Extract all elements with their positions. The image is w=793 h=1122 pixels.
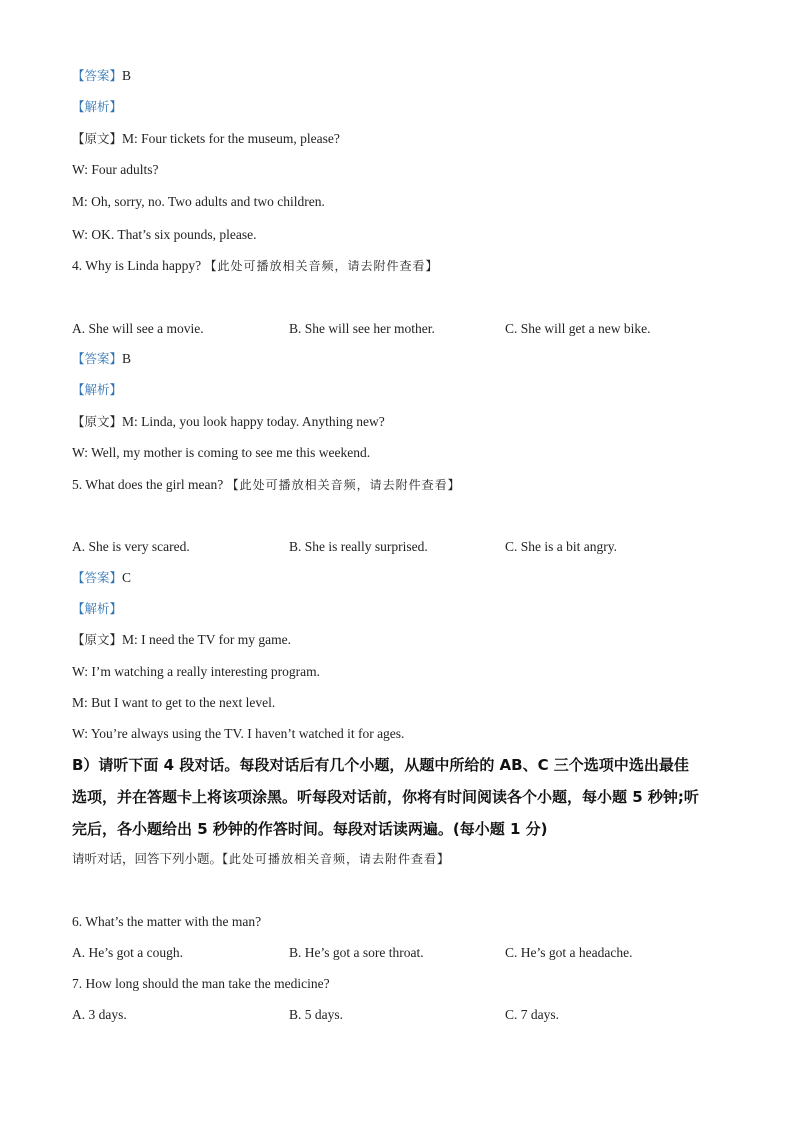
answer-value: B xyxy=(122,68,132,83)
q4-analysis-label: 【解析】 xyxy=(72,382,123,397)
q6-question: 6. What’s the matter with the man? xyxy=(72,914,262,929)
section-b-instruction: 选项，并在答题卡上将该项涂黑。听每段对话前，你将有时间阅读各个小题，每小题 5 秒钟;听 xyxy=(72,788,699,806)
q7-option-c: C. 7 days. xyxy=(505,1007,559,1022)
q4-option-a: A. She will see a movie. xyxy=(72,321,204,336)
q3-transcript-line: M: Oh, sorry, no. Two adults and two children. xyxy=(72,194,325,209)
q5-answer xyxy=(72,569,131,587)
q3-transcript-line xyxy=(72,130,340,148)
q5-transcript-line: W: I’m watching a really interesting program. xyxy=(72,664,321,679)
q5-transcript-line xyxy=(72,631,291,649)
q5-analysis-label: 【解析】 xyxy=(72,601,123,616)
q7-option-b: B. 5 days. xyxy=(289,1007,343,1022)
answer-value: C xyxy=(122,570,132,585)
question-text: 5. What does the girl mean? xyxy=(72,477,224,492)
section-b-prompt xyxy=(72,850,450,868)
q5-option-a: A. She is very scared. xyxy=(72,539,190,554)
answer-value: B xyxy=(122,351,132,366)
transcript-text: M: Linda, you look happy today. Anything new? xyxy=(122,414,385,429)
audio-note: 【此处可播放相关音频，请去附件查看】 xyxy=(226,478,461,492)
transcript-text: M: I need the TV for my game. xyxy=(122,632,291,647)
section-b-instruction: 完后，各小题给出 5 秒钟的作答时间。每段对话读两遍。(每小题 1 分) xyxy=(72,820,548,838)
question-text: 4. Why is Linda happy? xyxy=(72,258,202,273)
q5-transcript-line: W: You’re always using the TV. I haven’t watched it for ages. xyxy=(72,726,405,741)
transcript-label: 【原文】 xyxy=(72,131,123,146)
q3-analysis-label: 【解析】 xyxy=(72,99,123,114)
q4-transcript-line xyxy=(72,413,385,431)
q4-transcript-line: W: Well, my mother is coming to see me this weekend. xyxy=(72,445,371,460)
q7-question: 7. How long should the man take the medicine? xyxy=(72,976,330,991)
q4-option-c: C. She will get a new bike. xyxy=(505,321,651,336)
q6-option-a: A. He’s got a cough. xyxy=(72,945,183,960)
q5-option-c: C. She is a bit angry. xyxy=(505,539,617,554)
q5-question xyxy=(72,476,461,494)
transcript-text: M: Four tickets for the museum, please? xyxy=(122,131,340,146)
audio-note: 【此处可播放相关音频，请去附件查看】 xyxy=(204,259,439,273)
section-b-instruction: B）请听下面 4 段对话。每段对话后有几个小题，从题中所给的 AB、C 三个选项中选出最佳 xyxy=(72,756,689,774)
answer-label: 【答案】 xyxy=(72,351,123,366)
q5-option-b: B. She is really surprised. xyxy=(289,539,428,554)
q3-transcript-line: W: Four adults? xyxy=(72,162,159,177)
transcript-label: 【原文】 xyxy=(72,414,123,429)
q4-option-b: B. She will see her mother. xyxy=(289,321,435,336)
audio-note: 【此处可播放相关音频，请去附件查看】 xyxy=(222,852,451,866)
q6-option-b: B. He’s got a sore throat. xyxy=(289,945,424,960)
q4-question xyxy=(72,257,439,275)
q3-answer xyxy=(72,67,131,85)
answer-label: 【答案】 xyxy=(72,570,123,585)
prompt-text: 请听对话，回答下列小题。 xyxy=(72,851,223,866)
q5-transcript-line: M: But I want to get to the next level. xyxy=(72,695,276,710)
answer-label: 【答案】 xyxy=(72,68,123,83)
q4-answer xyxy=(72,350,131,368)
q3-transcript-line: W: OK. That’s six pounds, please. xyxy=(72,227,257,242)
q7-option-a: A. 3 days. xyxy=(72,1007,127,1022)
q6-option-c: C. He’s got a headache. xyxy=(505,945,633,960)
transcript-label: 【原文】 xyxy=(72,632,123,647)
